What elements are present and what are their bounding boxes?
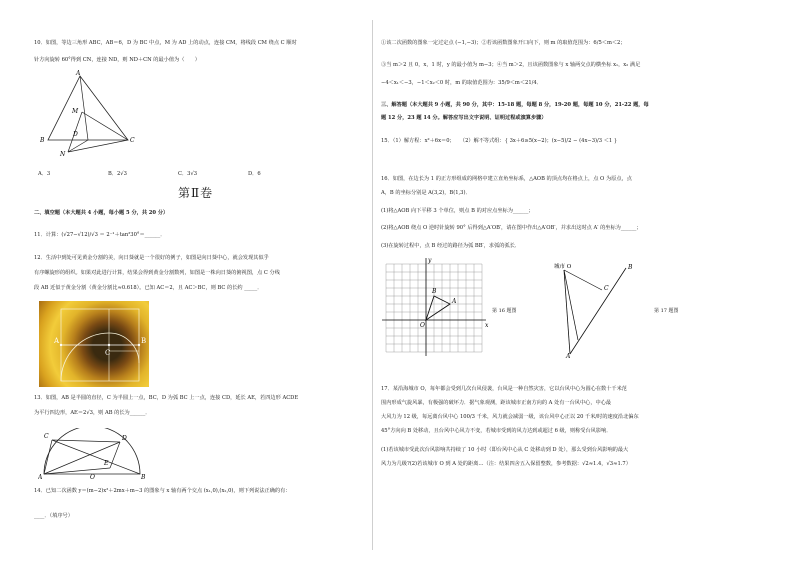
part2-title: 第Ⅱ卷 [178, 186, 214, 200]
q17-figure [552, 260, 652, 358]
q12-line2: 有序螺旋形的组织。如果对此进行计算，结果会得到黄金分割数列，如图是一株向日葵的俯视图，点 C 分线 [34, 270, 280, 276]
fig10-label-c: C [130, 137, 135, 144]
fig17-label-a: A [566, 353, 571, 358]
q10-choice-a: A．3 [38, 171, 51, 177]
fig13-label-c: C [44, 433, 49, 440]
q13-figure [38, 428, 148, 480]
fig16-label-b: B [432, 288, 437, 295]
fig16-label-o: O [420, 322, 425, 329]
q14-line2: ____．（填序号） [34, 513, 73, 519]
fig10-label-d: D [73, 131, 78, 138]
solve-section-heading-2: 题 12 分，23 题 14 分。解答应写出文字说明、证明过程或演算步骤） [381, 115, 547, 121]
fill-section-heading: 二、填空题（本大题共 4 小题，每小题 5 分，共 20 分） [34, 210, 169, 216]
solve-section-heading: 三、解答题（本大题共 9 小题，共 90 分，其中：15-18 题，每题 8 分，19-20 题，每题 10 分，21-22 题，每 [381, 102, 649, 108]
fig16-label-a: A [452, 298, 457, 305]
q10-choice-b: B．2√3 [108, 171, 127, 177]
q17-line1: 17．某沿海城市 O，每年都会受到几次台风侵袭，台风是一种自然灾害，它以台风中心为圆心在数十千米范 [381, 386, 627, 392]
q17-line3: 大风力为 12 级，每远离台风中心 100/3 千米，风力就会减弱一级，该台风中心正以 20 千米/时的速度沿北偏东 [381, 414, 639, 420]
q17-line6: 风力为几级?(2)若该城市 O 到 A 处的距离…（注：结果四舍五入保留整数，参考数据：√2≈1.4，√3≈1.7） [381, 461, 631, 467]
q14-statements-1: ①该二次函数的图象一定过定点 (−1,−3)；②若该函数图象开口向下，则 m 的取值范围为：6/5＜m＜2； [381, 40, 626, 46]
fig13-label-d: D [122, 435, 127, 442]
fig16-caption: 第 16 题图 [492, 308, 517, 314]
fig10-label-a: A [76, 70, 81, 77]
sunflower-photo [39, 301, 149, 387]
right-column [376, 0, 794, 562]
q16-grid-figure [380, 256, 490, 360]
fig17-label-c: C [604, 285, 609, 292]
fig17-caption: 第 17 题图 [654, 308, 679, 314]
fig13-label-a: A [38, 474, 43, 480]
q13-line1: 13．如图，AB 是半圆的直径，C 为半圆上一点，BC，D 为弧 BC 上一点，连接 CD，延长 AE，若四边形 ACDE [34, 395, 299, 401]
q13-line2: 为平行四边形，AE＝2√3，则 AB 的长为______． [34, 410, 151, 416]
q14-line1: 14．已知二次函数 y＝(m−2)x²＋2mx＋m−3 的图象与 x 轴有两个交点 (x₁,0),(x₂,0)，则下列说法正确的有： [34, 488, 291, 494]
fig13-label-o: O [90, 474, 95, 480]
fig13-label-e: E [104, 460, 109, 467]
q10-choice-d: D．6 [248, 171, 261, 177]
fig17-label-b: B [628, 264, 633, 271]
q17-line2: 围内形成气旋风暴，有极强的破坏力．据气象观测，距该城市正南方向的 A 处有一台风中心，中心最 [381, 400, 612, 406]
fig17-label-city: 城市 O [554, 264, 572, 270]
q10-line2: 针方向旋转 60°得到 CN，连接 ND，则 ND＋CN 的最小值为（ ） [34, 57, 200, 63]
fig16-label-y: y [428, 257, 432, 264]
q14-statements-3: −4＜x₁＜−3，−1＜x₂＜0 时，m 的取值范围为：35/9＜m＜21/4． [381, 80, 542, 86]
left-column [0, 0, 375, 562]
q12-line1: 12．生活中到处可见黄金分割的美，向日葵就是一个很好的例子，如图是向日葵中心，就会发现其似乎 [34, 255, 269, 261]
column-divider [372, 20, 373, 550]
fig10-label-b: B [40, 137, 45, 144]
q12-line3: 段 AB 近似于黄金分割（黄金分割比≈0.618）。已知 AC＝2，且 AC＞BC，则 BC 的长约 _____． [34, 285, 263, 291]
q14-statements-2: ③当 m＞2 且 0，x，1 时，y 的最小值为 m−3；④当 m＞2，且该函数图象与 x 轴两交点的横坐标 x₁，x₂ 满足 [381, 62, 641, 68]
q10-figure [40, 68, 140, 158]
golden-ratio-overlay [39, 301, 149, 387]
q16-part3: (3)在旋转过程中，点 B 经过的路径为弧 BB′，求弧的弧长． [381, 243, 521, 249]
q10-choice-c: C．3√3 [178, 171, 198, 177]
q17-line4: 45°方向向 B 处移动，且台风中心风力不变，若城市受到的风力达到或超过 6 级，则称受台风影响． [381, 428, 612, 434]
fig12-label-b: B [141, 337, 147, 345]
q16-line2: A，B 的坐标分别是 A(3,2)，B(1,3)． [381, 190, 471, 196]
fig10-label-m: M [72, 108, 79, 115]
q11-text: 11．计算：(√27−√12)/√3 ＝ 2⁻¹＋tan²30°＝______． [34, 232, 166, 238]
q10-line1: 10．如图，等边三角形 ABC，AB＝6，D 为 BC 中点，M 为 AD 上的动点，连接 CM，将线段 CM 绕点 C 顺时 [34, 40, 297, 46]
q16-part1: (1)将△AOB 向下平移 3 个单位，则点 B 的对应点坐标为______； [381, 208, 534, 214]
fig10-label-n: N [60, 151, 66, 158]
fig12-label-a: A [54, 337, 60, 345]
fig13-label-b: B [141, 474, 146, 480]
q16-line1: 16．如图，在边长为 1 的正方形组成的网格中建立直角坐标系，△AOB 的顶点均在格点上，点 O 为原点，点 [381, 176, 632, 182]
q16-part2: (2)将△AOB 绕点 O 逆时针旋转 90° 后得到△A′OB′，请在图中作出△A′OB′，并求出这时点 A′ 的坐标为______； [381, 225, 642, 231]
fig12-label-c: C [105, 349, 111, 357]
q17-line5: (1)若该城市受此次台风影响共持续了 10 小时（即台风中心从 C 处移动到 D 处），那么受到台风影响的最大 [381, 447, 629, 453]
fig16-label-x: x [485, 322, 489, 329]
q15-text: 15．（1）解方程：x²＋6x＝0； （2）解不等式组：{ 3x＋6≥5(x−2)；(x−5)/2 − (4x−3)/3 ＜1 } [381, 138, 618, 144]
